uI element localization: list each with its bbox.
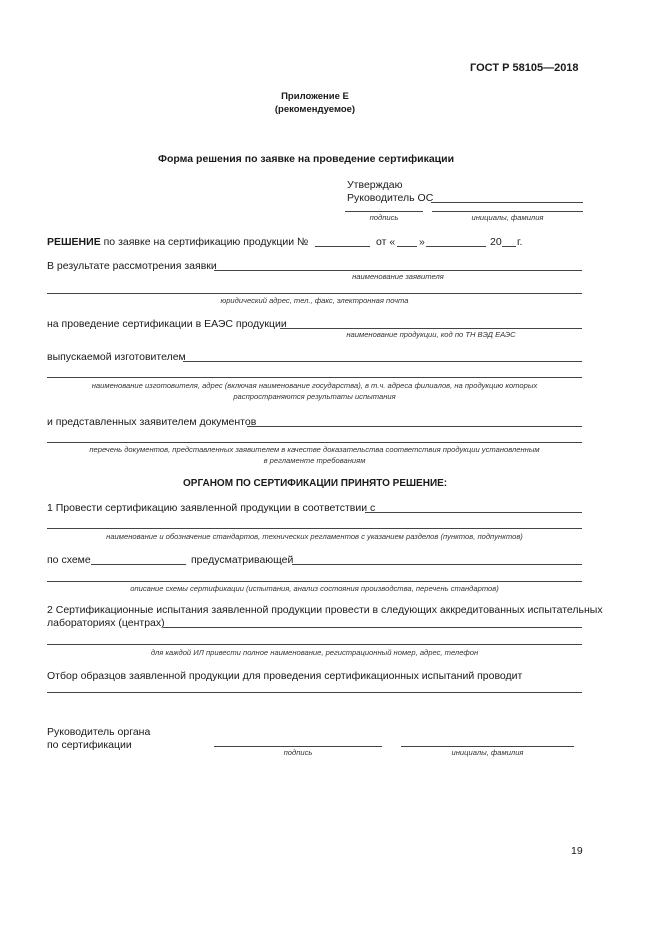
decision-from: от « [376,236,396,248]
appendix-subtitle: (рекомендуемое) [274,104,356,115]
approval-initials-line [432,211,583,212]
footer-signature-caption: подпись [283,748,313,757]
decision-bold: РЕШЕНИЕ [47,236,101,248]
item1-label: 1 Провести сертификацию заявленной продукции в соответствии с [47,502,376,514]
body-decision-heading: ОРГАНОМ ПО СЕРТИФИКАЦИИ ПРИНЯТО РЕШЕНИЕ: [183,478,448,489]
decision-year-prefix: 20 [490,236,502,248]
manufacturer-caption-2: распространяются результаты испытания [233,392,396,401]
documents-line-1 [247,426,582,427]
decision-year-suffix: г. [517,236,523,248]
form-title: Форма решения по заявке на проведение сертификации [158,153,455,165]
page-number: 19 [571,845,583,857]
item2-caption: для каждой ИЛ привести полное наименование, регистрационный номер, адрес, телефон [150,648,479,657]
footer-initials-caption: инициалы, фамилия [451,748,524,757]
applicant-address-caption: юридический адрес, тел., факс, электронная почта [220,296,409,305]
item2-line1: 2 Сертификационные испытания заявленной продукции провести в следующих аккредитованных испытательных [47,604,603,616]
decision-line [47,236,308,248]
documents-label: и представленных заявителем документов [47,416,257,428]
sampling-line [47,692,582,693]
decision-number-line [315,246,370,247]
item2-line-b [47,644,582,645]
manufacturer-caption-1: наименование изготовителя, адрес (включая наименование государства), в т.ч. адреса филиалов, на продукцию которых [91,381,538,390]
standard-number: ГОСТ Р 58105—2018 [470,62,579,74]
head-os-label: Руководитель ОС [347,192,434,204]
manufacturer-line-2 [47,377,582,378]
item2-line-a [163,627,582,628]
approval-signature-caption: подпись [369,213,399,222]
appendix-title: Приложение Е [281,91,349,102]
product-line [280,328,582,329]
applicant-address-line [47,293,582,294]
provides-line-2 [47,581,582,582]
item1-line-2 [47,528,582,529]
scheme-label: по схеме [47,554,91,566]
decision-text: по заявке на сертификацию продукции № [103,236,309,248]
provides-label: предусматривающей [191,554,294,566]
decision-month-line [426,246,486,247]
footer-signature-line [214,746,382,747]
documents-caption-1: перечень документов, представленных заявителем в качестве доказательства соответствия продукции установленным [89,445,540,454]
approval-signature-line [345,211,423,212]
scheme-line [91,564,186,565]
head-os-line [431,202,583,203]
decision-quote-close: » [419,236,425,248]
head-body-line1: Руководитель органа [47,726,151,738]
approval-initials-caption: инициалы, фамилия [471,213,544,222]
applicant-name-line [214,270,582,271]
sampling-label: Отбор образцов заявленной продукции для проведения сертификационных испытаний проводит [47,670,523,682]
manufacturer-label: выпускаемой изготовителем [47,351,186,363]
decision-year-line [502,246,516,247]
product-caption: наименование продукции, код по ТН ВЭД ЕАЭС [346,330,516,339]
review-label: В результате рассмотрения заявки [47,260,217,272]
applicant-name-caption: наименование заявителя [352,272,444,281]
decision-day-line [397,246,417,247]
provides-line-1 [292,564,582,565]
documents-caption-2: в регламенте требованиям [263,456,366,465]
approve-label: Утверждаю [347,179,403,191]
item2-line2: лабораториях (центрах) [47,617,165,629]
item1-caption: наименование и обозначение стандартов, технических регламентов с указанием разделов (пунктов, подпунктов) [106,532,523,541]
scheme-caption: описание схемы сертификации (испытания, анализ состояния производства, перечень стандартов) [130,584,499,593]
documents-line-2 [47,442,582,443]
product-label: на проведение сертификации в ЕАЭС продукции [47,318,287,330]
head-body-line2: по сертификации [47,739,132,751]
item1-line-1 [365,512,582,513]
footer-initials-line [401,746,574,747]
manufacturer-line-1 [183,361,582,362]
